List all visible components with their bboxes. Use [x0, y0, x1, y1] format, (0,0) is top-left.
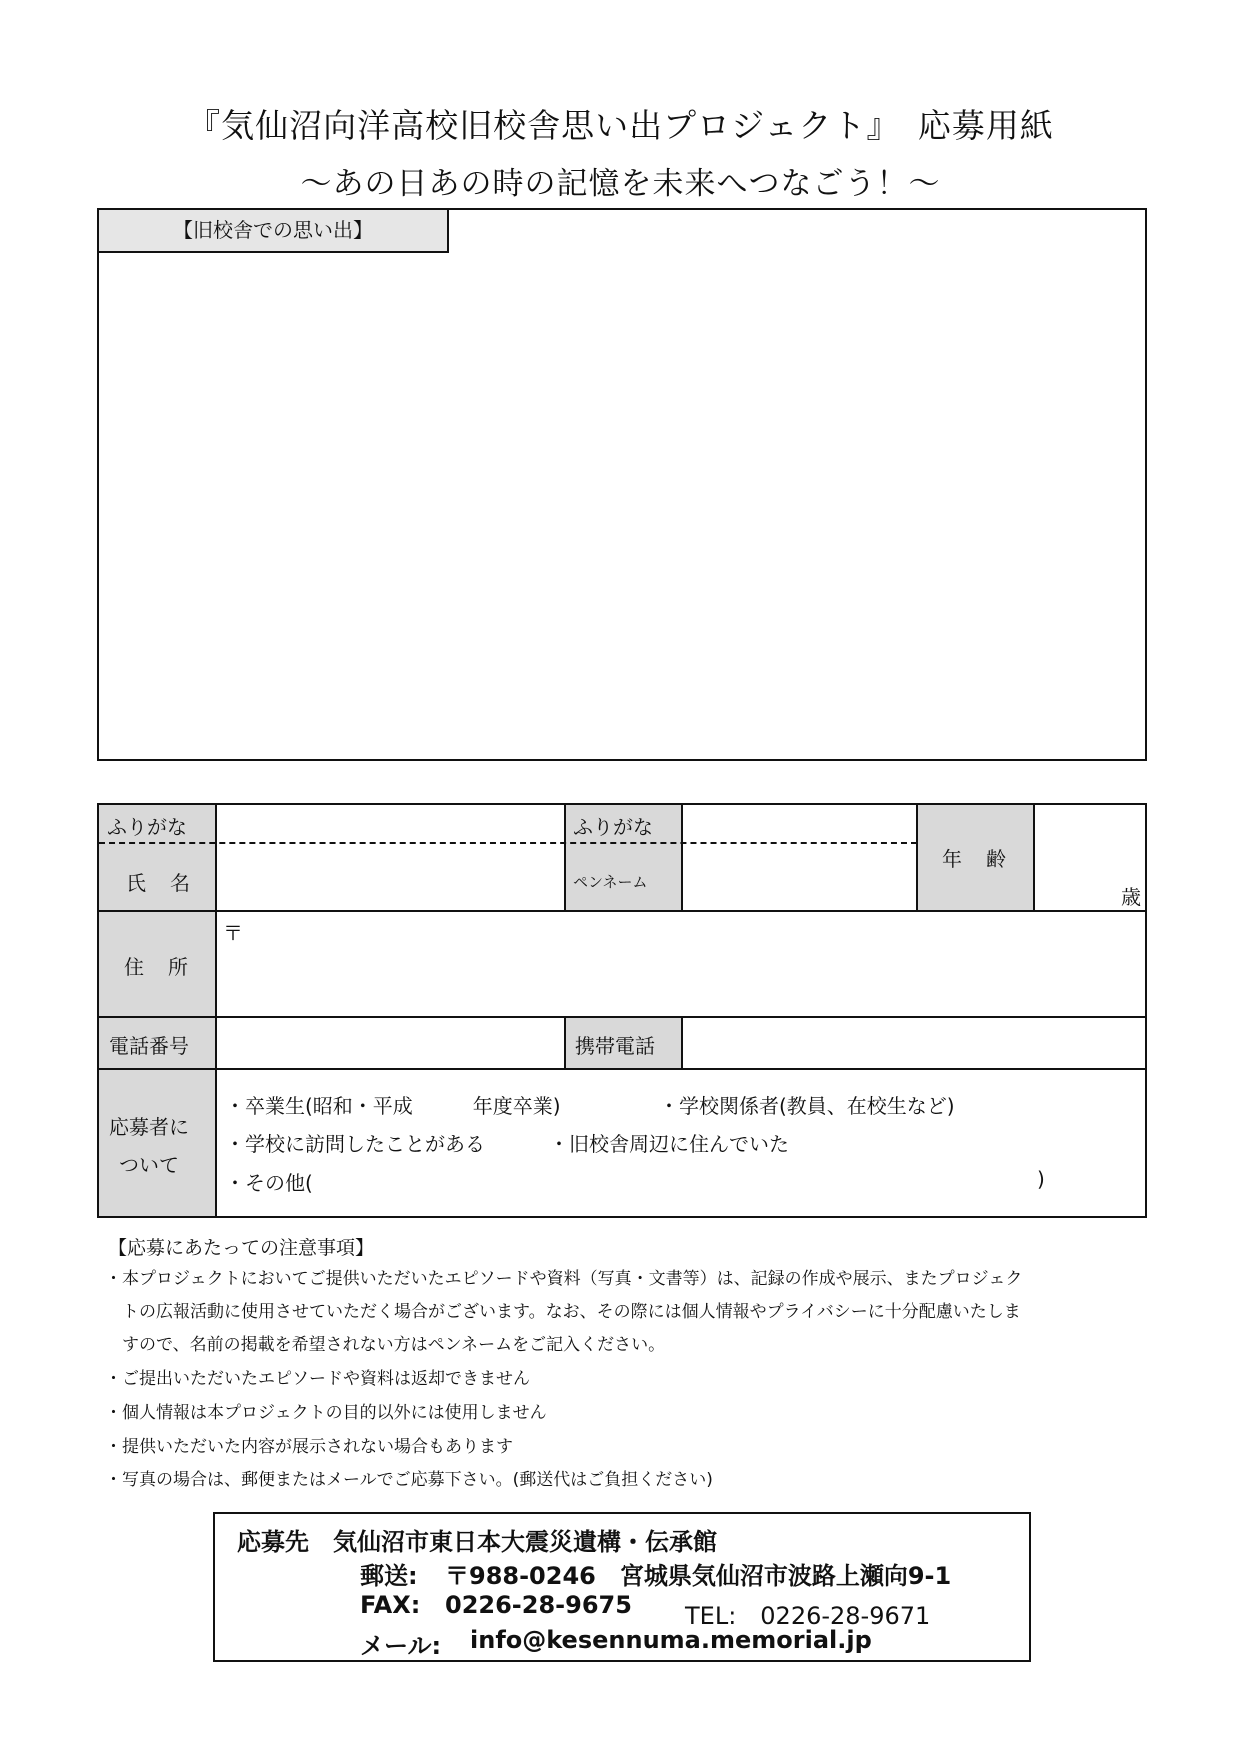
- destination-heading: 応募先 気仙沼市東日本大震災遺構・伝承館: [237, 1528, 717, 1556]
- mail-label: 郵送:: [360, 1562, 418, 1590]
- note-item: ・提供いただいた内容が展示されない場合もあります: [105, 1437, 513, 1457]
- name-input[interactable]: [221, 853, 563, 905]
- option-visited[interactable]: ・学校に訪問したことがある: [225, 1132, 485, 1156]
- memory-section: [97, 208, 1147, 761]
- penname-furigana-input[interactable]: [687, 809, 915, 841]
- option-other[interactable]: ・その他(: [225, 1171, 313, 1195]
- applicant-label-line2: ついて: [119, 1153, 179, 1177]
- option-school-staff[interactable]: ・学校関係者(教員、在校生など): [659, 1094, 955, 1118]
- tel-number: TEL: 0226-28-9671: [685, 1602, 931, 1630]
- mobile-input[interactable]: [687, 1021, 1143, 1067]
- phone-input[interactable]: [221, 1021, 563, 1067]
- note-item: すので、名前の掲載を希望されない方はペンネームをご記入ください。: [105, 1335, 666, 1355]
- note-item: トの広報活動に使用させていただく場合がございます。なお、その際には個人情報やプライバシーに十分配慮いたしま: [105, 1302, 1021, 1322]
- other-input[interactable]: [324, 1163, 1028, 1197]
- applicant-label-line1: 応募者に: [109, 1115, 189, 1139]
- note-item: ・個人情報は本プロジェクトの目的以外には使用しません: [105, 1403, 547, 1423]
- destination-box: [213, 1512, 1031, 1662]
- phone-label: 電話番号: [109, 1034, 189, 1058]
- memory-textarea[interactable]: [99, 253, 1145, 759]
- fax-number: 0226-28-9675: [445, 1591, 632, 1619]
- furigana-label: ふりがな: [107, 815, 187, 839]
- note-item: ・ご提出いただいたエピソードや資料は返却できません: [105, 1369, 530, 1389]
- age-input[interactable]: [1039, 825, 1113, 877]
- mail-address: 〒988-0246 宮城県気仙沼市波路上瀬向9-1: [445, 1562, 952, 1590]
- penname-input[interactable]: [687, 853, 915, 905]
- age-label: 年 齢: [942, 847, 1008, 871]
- name-label: 氏 名: [126, 871, 192, 895]
- form-title: 『気仙沼向洋高校旧校舎思い出プロジェクト』 応募用紙: [187, 106, 1054, 145]
- applicant-label-cell: [99, 1069, 216, 1216]
- option-graduate[interactable]: ・卒業生(昭和・平成 年度卒業): [225, 1094, 561, 1118]
- penname-label: ペンネーム: [573, 873, 648, 891]
- mobile-label: 携帯電話: [575, 1034, 655, 1058]
- form-subtitle: 〜あの日あの時の記憶を未来へつなごう！〜: [300, 166, 941, 202]
- option-lived-nearby[interactable]: ・旧校舎周辺に住んでいた: [549, 1132, 789, 1156]
- email-label: メール:: [360, 1632, 442, 1660]
- email-address[interactable]: info@kesennuma.memorial.jp: [470, 1626, 872, 1654]
- note-item: ・写真の場合は、郵便またはメールでご応募下さい。(郵送代はご負担ください): [105, 1470, 713, 1490]
- age-unit: 歳: [1121, 885, 1141, 909]
- applicant-form: [97, 803, 1147, 1218]
- memory-label: 【旧校舎での思い出】: [99, 210, 449, 253]
- furigana-input[interactable]: [221, 809, 563, 841]
- address-label: 住 所: [124, 955, 190, 979]
- address-input[interactable]: [249, 917, 1133, 1011]
- postal-mark: 〒: [223, 921, 243, 945]
- note-item: ・本プロジェクトにおいてご提供いただいたエピソードや資料（写真・文書等）は、記録の作成や展示、またプロジェク: [105, 1269, 1023, 1289]
- notes-title: 【応募にあたっての注意事項】: [108, 1237, 375, 1259]
- option-other-close: ): [1037, 1167, 1045, 1191]
- fax-label: FAX:: [360, 1591, 421, 1619]
- furigana-label-2: ふりがな: [573, 815, 653, 839]
